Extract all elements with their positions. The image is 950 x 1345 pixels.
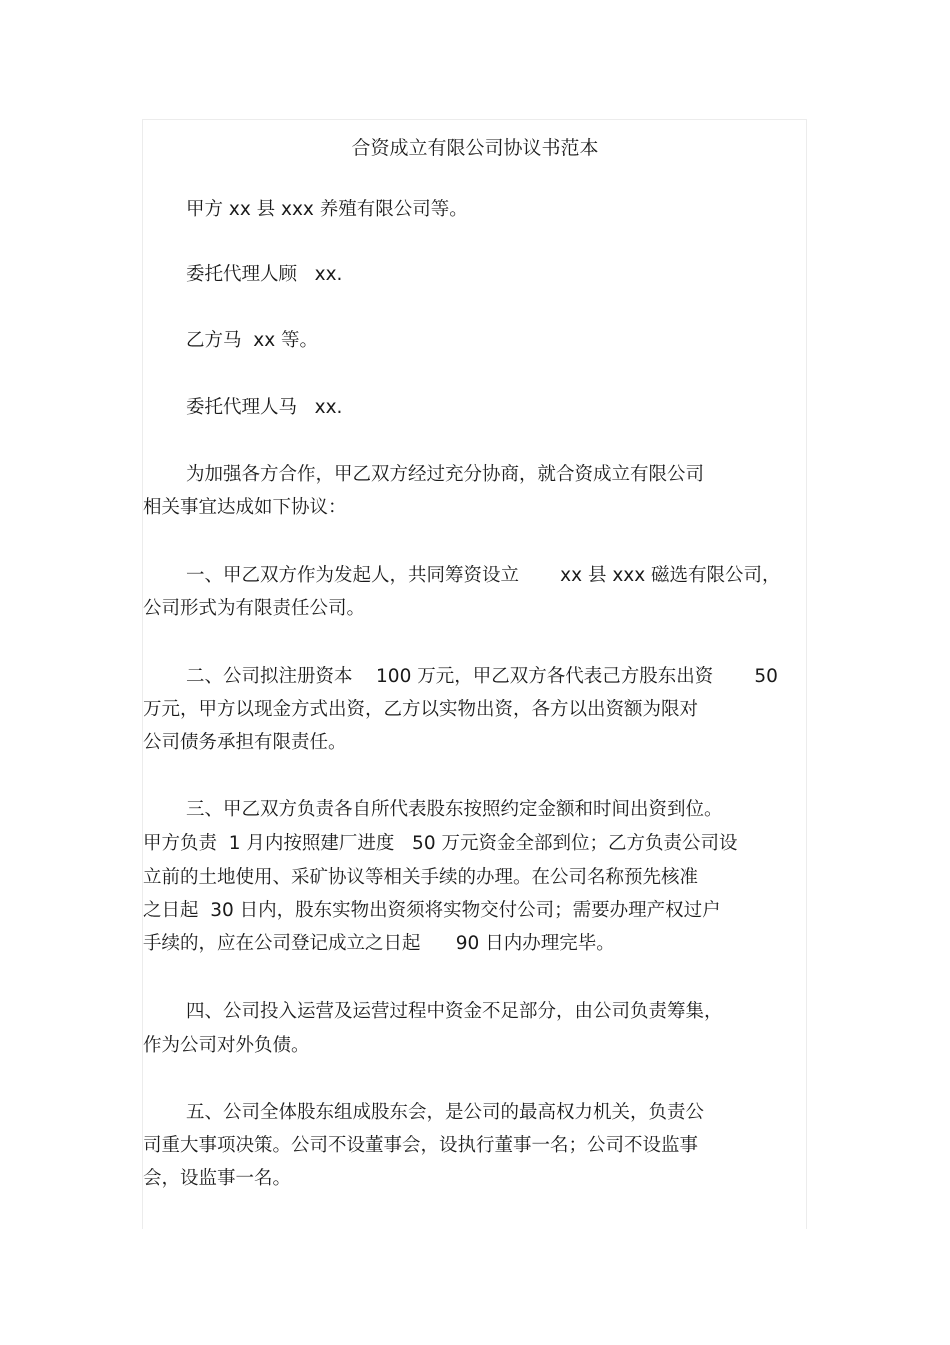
party-a-agent-line: 委托代理人顾 xx. <box>186 264 343 285</box>
clause-4-line-2: 作为公司对外负债。 <box>143 1035 310 1056</box>
preamble-line-2: 相关事宜达成如下协议： <box>143 497 347 518</box>
clause-5-line-2: 司重大事项决策。公司不设董事会，设执行董事一名；公司不设监事 <box>143 1135 699 1156</box>
clause-2-line-2: 万元，甲方以现金方式出资，乙方以实物出资，各方以出资额为限对 <box>143 699 699 720</box>
clause-1-line-1: 一、甲乙双方作为发起人，共同筹资设立 xx 县 xxx 磁选有限公司， <box>186 565 781 586</box>
party-b-agent-line: 委托代理人马 xx. <box>186 397 343 418</box>
clause-3-line-3: 立前的土地使用、采矿协议等相关手续的办理。在公司名称预先核准 <box>143 867 699 888</box>
party-a-line: 甲方 xx 县 xxx 养殖有限公司等。 <box>186 199 468 220</box>
clause-3-line-1: 三、甲乙双方负责各自所代表股东按照约定金额和时间出资到位。 <box>186 799 723 820</box>
preamble-line-1: 为加强各方合作，甲乙双方经过充分协商，就合资成立有限公司 <box>186 464 705 485</box>
clause-3-line-5: 手续的，应在公司登记成立之日起 90 日内办理完毕。 <box>143 933 615 954</box>
party-b-line: 乙方马 xx 等。 <box>186 330 319 351</box>
clause-2-line-3: 公司债务承担有限责任。 <box>143 732 347 753</box>
clause-5-line-1: 五、公司全体股东组成股东会，是公司的最高权力机关，负责公 <box>186 1102 705 1123</box>
clause-1-line-2: 公司形式为有限责任公司。 <box>143 598 366 619</box>
clause-2-line-1: 二、公司拟注册资本 100 万元，甲乙双方各代表己方股东出资 50 <box>186 666 778 687</box>
clause-4-line-1: 四、公司投入运营及运营过程中资金不足部分，由公司负责筹集， <box>186 1001 723 1022</box>
clause-3-line-2: 甲方负责 1 月内按照建厂进度 50 万元资金全部到位；乙方负责公司设 <box>143 833 738 854</box>
document-title: 合资成立有限公司协议书范本 <box>351 137 599 159</box>
clause-5-line-3: 会，设监事一名。 <box>143 1168 292 1189</box>
clause-3-line-4: 之日起 30 日内，股东实物出资须将实物交付公司；需要办理产权过户 <box>143 900 721 921</box>
